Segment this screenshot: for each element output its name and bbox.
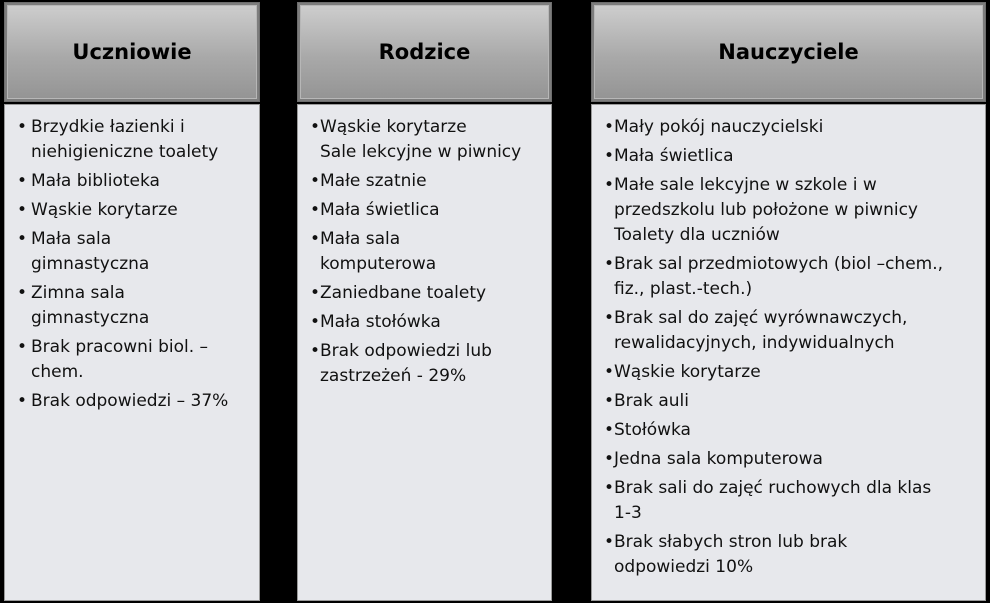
column-body-rodzice xyxy=(297,104,552,601)
list-item: • Mała stołówka xyxy=(310,310,543,335)
column-uczniowie xyxy=(4,0,260,601)
list-item: • Mała świetlica xyxy=(310,198,543,223)
item-list xyxy=(17,115,251,414)
list-item: • Brak słabych stron lub brak odpowiedzi 10% xyxy=(604,530,977,580)
list-item: • Małe szatnie xyxy=(310,169,543,194)
item-list xyxy=(310,115,543,389)
list-item: • Mała biblioteka xyxy=(17,169,251,194)
item-list xyxy=(604,115,977,580)
column-body-uczniowie xyxy=(4,104,260,601)
column-rodzice xyxy=(297,0,552,601)
list-item: • Mała sala gimnastyczna xyxy=(17,227,251,277)
list-item: • Małe sale lekcyjne w szkole i w przedszkolu lub położone w piwnicy Toalety dla uczniów xyxy=(604,173,977,248)
list-item: • Brak sali do zajęć ruchowych dla klas 1-3 xyxy=(604,476,977,526)
column-body-nauczyciele xyxy=(591,104,986,601)
list-item: • Stołówka xyxy=(604,418,977,443)
list-item: • Zaniedbane toalety xyxy=(310,281,543,306)
list-item: • Brak pracowni biol. – chem. xyxy=(17,335,251,385)
list-item: • Brzydkie łazienki i niehigieniczne toalety xyxy=(17,115,251,165)
list-item: • Wąskie korytarze Sale lekcyjne w piwnicy xyxy=(310,115,543,165)
column-nauczyciele xyxy=(591,0,986,601)
list-item: • Brak auli xyxy=(604,389,977,414)
list-item: • Zimna sala gimnastyczna xyxy=(17,281,251,331)
list-item: • Wąskie korytarze xyxy=(17,198,251,223)
column-header-rodzice: Rodzice xyxy=(297,2,552,102)
list-item: • Brak sal do zajęć wyrównawczych, rewalidacyjnych, indywidualnych xyxy=(604,306,977,356)
column-header-nauczyciele: Nauczyciele xyxy=(591,2,986,102)
column-header-uczniowie: Uczniowie xyxy=(4,2,260,102)
list-item: • Mała sala komputerowa xyxy=(310,227,543,277)
list-item: • Brak odpowiedzi lub zastrzeżeń - 29% xyxy=(310,339,543,389)
list-item: • Mały pokój nauczycielski xyxy=(604,115,977,140)
list-item: • Jedna sala komputerowa xyxy=(604,447,977,472)
list-item: • Wąskie korytarze xyxy=(604,360,977,385)
list-item: • Brak sal przedmiotowych (biol –chem., fiz., plast.-tech.) xyxy=(604,252,977,302)
list-item: • Brak odpowiedzi – 37% xyxy=(17,389,251,414)
list-item: • Mała świetlica xyxy=(604,144,977,169)
